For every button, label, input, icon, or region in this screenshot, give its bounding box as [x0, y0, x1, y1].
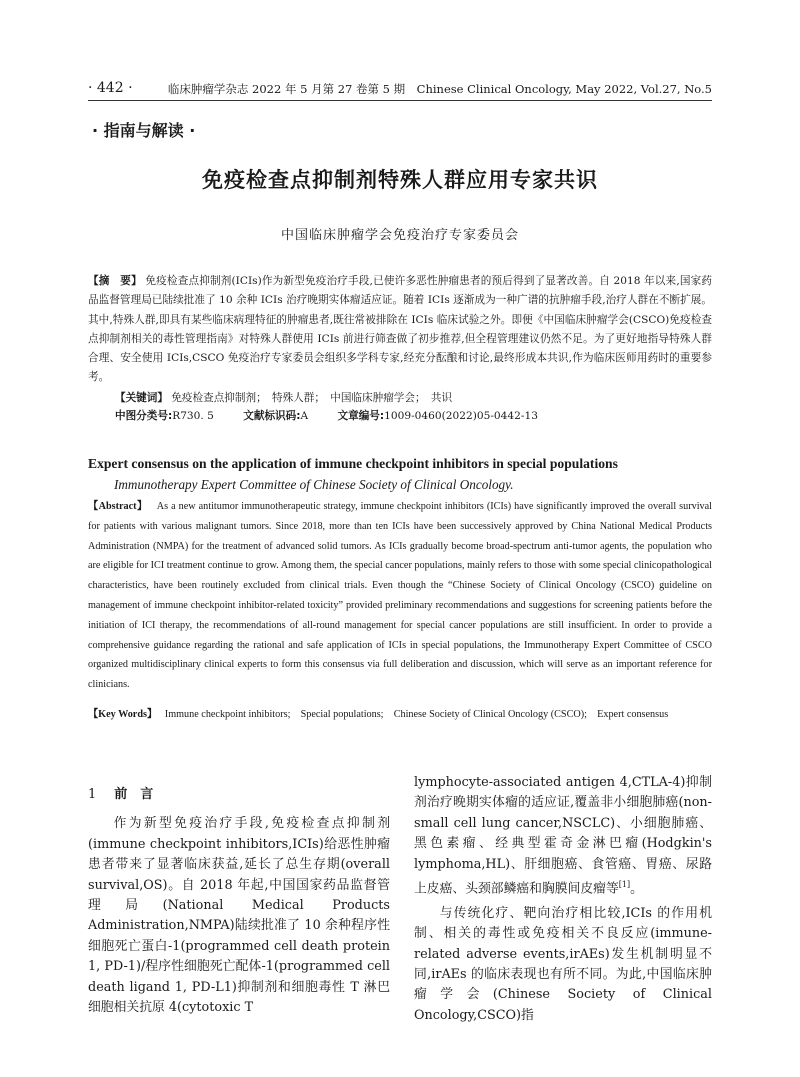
abstract-en-label: 【Abstract】: [88, 501, 148, 512]
abstract-zh: [88, 272, 712, 388]
doc-code-value: A: [300, 410, 309, 422]
clc-label: 中图分类号:: [115, 410, 173, 422]
keywords-en-label: 【Key Words】: [88, 709, 158, 720]
english-author: Immunotherapy Expert Committee of Chinese Society of Clinical Oncology.: [114, 477, 514, 492]
article-title: 免疫检查点抑制剂特殊人群应用专家共识: [202, 168, 598, 192]
body-paragraph-continued: [414, 773, 712, 900]
citation-reference[interactable]: [1]: [618, 880, 631, 890]
keywords-zh-text: 免疫检查点抑制剂； 特殊人群； 中国临床肿瘤学会； 共识: [171, 392, 453, 404]
abstract-en-text: As a new antitumor immunotherapeutic strategy, immune checkpoint inhibitors (ICIs) have significantly improved the overall survival for patients with various malignant tumors. Since 2018, more than ten ICIs have been successively approved by China National Medical Products Administration (NMPA) for the treatment of advanced solid tumors. As ICIs gradually become broad-spectrum anti-tumor agents, the population who are eligible for ICI treatment continue to grow. Among them, the special cancer populations, mainly refers to those with some special clinicopathological characteristics, have been routinely excluded from clinical trials. Even though the “Chinese Society of Clinical Oncology (CSCO) guideline on management of immune checkpoint inhibitor-related toxicity” provided preliminary recommendations and suggestions for screening patients before the initiation of ICI therapy, the recommendations of all-round management for special cancer populations are still insufficient. In order to provide a comprehensive guidance regarding the rational and safe application of ICIs in special populations, the Immunotherapy Expert Committee of CSCO organized multidisciplinary clinical experts to form this consensus via full deliberation and discussion, which will serve as an important reference for clinicians.: [88, 501, 713, 691]
classification-line: [115, 408, 564, 423]
abstract-zh-text: 免疫检查点抑制剂(ICIs)作为新型免疫治疗手段,已使许多恶性肿瘤患者的预后得到了显著改善。自 2018 年以来,国家药品监督管理局已陆续批准了 10 余种 ICIs 治疗晚期实体瘤适应证。随着 ICIs 逐渐成为一种广谱的抗肿瘤手段,治疗人群在不断扩展。其中,特殊人群,即具有某些临床病理特征的肿瘤患者,既往常被排除在 ICIs 临床试验之外。即便《中国临床肿瘤学会(CSCO)免疫检查点抑制剂相关的毒性管理指南》对特殊人群使用 ICIs 前进行筛查做了初步推荐,但全程管理建议仍然不足。为了更好地指导特殊人群合理、安全使用 ICIs,CSCO 免疫治疗专家委员会组织多学科专家,经充分酝酿和讨论,最终形成本共识,作为临床医师用药时的重要参考。: [88, 275, 712, 384]
keywords-en-text: Immune checkpoint inhibitors; Special populations; Chinese Society of Clinical Oncology (CSCO); Expert consensus: [164, 709, 669, 720]
section-number: 1: [88, 787, 97, 802]
article-author: 中国临床肿瘤学会免疫治疗专家委员会: [280, 228, 519, 243]
english-title: Expert consensus on the application of immune checkpoint inhibitors in special populations: [88, 456, 618, 471]
section-label: · 指南与解读 ·: [92, 121, 196, 140]
keywords-zh: [115, 390, 452, 405]
body-paragraph-continued-end: 。: [630, 881, 643, 897]
abstract-en: [88, 497, 712, 695]
article-id-value: 1009-0460(2022)05-0442-13: [384, 410, 538, 422]
clc-value: R730. 5: [172, 410, 214, 422]
abstract-zh-label: 【摘 要】: [88, 275, 142, 287]
body-paragraph-continued-text: lymphocyte-associated antigen 4,CTLA-4)抑制剂治疗晚期实体瘤的适应证,覆盖非小细胞肺癌(non-small cell lung cancer,NSCLC)、小细胞肺癌、黑色素瘤、经典型霍奇金淋巴瘤(Hodgkin's lymphoma,HL)、肝细胞癌、食管癌、胃癌、尿路上皮癌、头颈部鳞癌和胸膜间皮瘤等: [414, 775, 712, 897]
keywords-zh-label: 【关键词】: [115, 392, 168, 404]
body-column-right: [414, 773, 712, 1026]
section-title: 前 言: [114, 787, 154, 802]
journal-citation: 临床肿瘤学杂志 2022 年 5 月第 27 卷第 5 期 Chinese Clinical Oncology, May 2022, Vol.27, No.5: [167, 82, 712, 96]
section-heading: [88, 785, 390, 805]
doc-code-label: 文献标识码:: [243, 410, 301, 422]
body-column-left: [88, 785, 390, 1018]
article-id-label: 文章编号:: [337, 410, 385, 422]
running-header: [88, 80, 712, 101]
body-paragraph: 与传统化疗、靶向治疗相比较,ICIs 的作用机制、相关的毒性或免疫相关不良反应(immune-related adverse events,irAEs)发生机制明显不同,irAEs 的临床表现也有所不同。为此,中国临床肿瘤学会(Chinese Society of Clinical Oncology,CSCO)指: [414, 905, 712, 1023]
body-paragraph: 作为新型免疫治疗手段,免疫检查点抑制剂(immune checkpoint inhibitors,ICIs)给恶性肿瘤患者带来了显著临床获益,延长了总生存期(overall survival,OS)。自 2018 年起,中国国家药品监督管理局(National Medical Products Administration,NMPA)陆续批准了 10 余种程序性细胞死亡蛋白-1(programmed cell death protein 1, PD-1)/程序性细胞死亡配体-1(programmed cell death ligand 1, PD-L1)抑制剂和细胞毒性 T 淋巴细胞相关抗原 4(cytotoxic T: [88, 816, 390, 1016]
keywords-en: [88, 705, 712, 725]
page-number: · 442 ·: [88, 80, 133, 96]
